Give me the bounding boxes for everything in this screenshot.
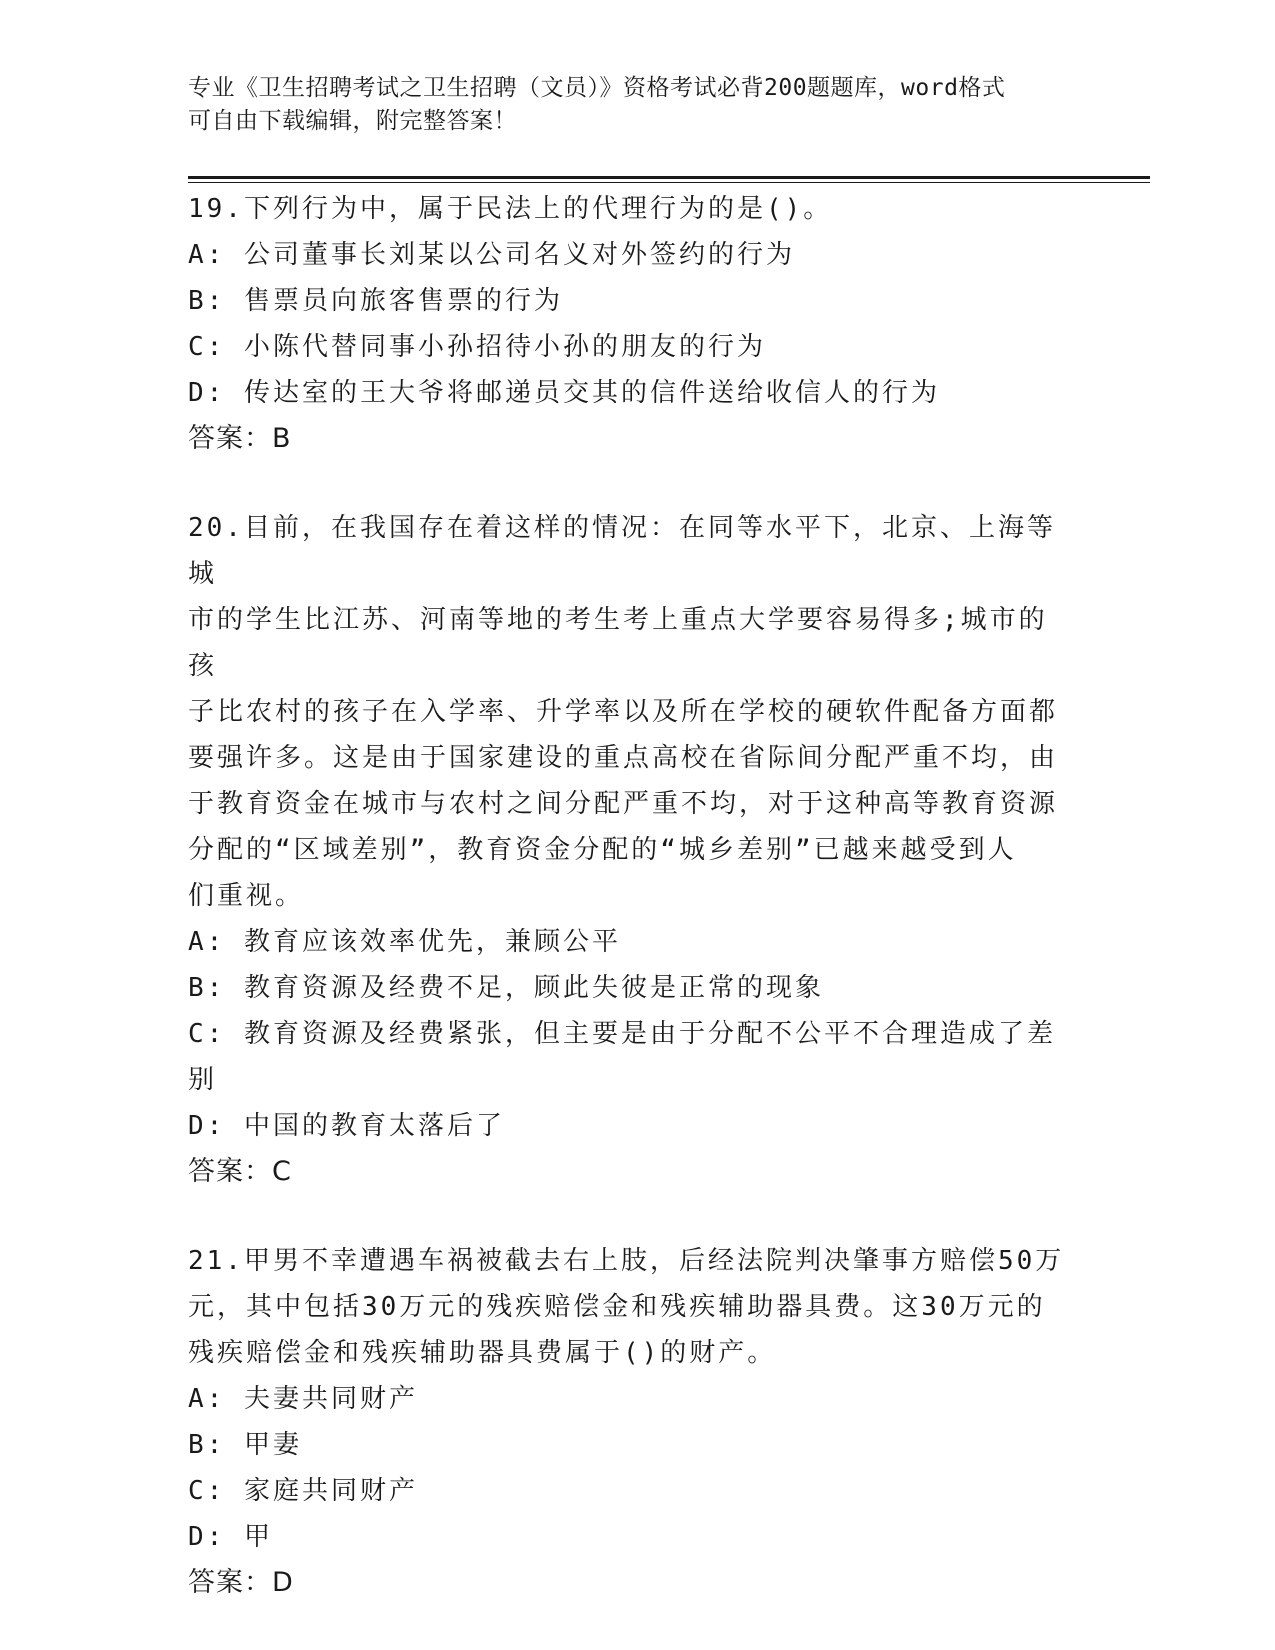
- question-stem-line: 于教育资金在城市与农村之间分配严重不均，对于这种高等教育资源: [188, 789, 1059, 819]
- spacer: [188, 462, 1068, 505]
- question-stem-line: 要强许多。这是由于国家建设的重点高校在省际间分配严重不均，由: [188, 743, 1059, 773]
- option-a: A: 公司董事长刘某以公司名义对外签约的行为: [188, 240, 795, 270]
- question-list: [188, 186, 1068, 1606]
- header-divider-thick: [188, 176, 1150, 179]
- question-19: [188, 186, 1068, 462]
- option-c: C: 小陈代替同事小孙招待小孙的朋友的行为: [188, 332, 766, 362]
- document-header: [188, 72, 1068, 138]
- answer-label: 答案：C: [188, 1156, 292, 1187]
- option-c: C: 家庭共同财产: [188, 1476, 418, 1506]
- question-stem-line: 分配的“区域差别”，教育资金分配的“城乡差别”已越来越受到人: [188, 835, 1017, 865]
- option-b: B: 售票员向旅客售票的行为: [188, 286, 563, 316]
- header-line-2: 可自由下载编辑，附完整答案！: [188, 108, 517, 134]
- question-stem-line: 20.目前，在我国存在着这样的情况：在同等水平下，北京、上海等城: [188, 513, 1056, 589]
- option-b: B: 甲妻: [188, 1430, 302, 1460]
- question-20: [188, 505, 1068, 1195]
- option-d: D: 甲: [188, 1522, 273, 1552]
- option-d: D: 传达室的王大爷将邮递员交其的信件送给收信人的行为: [188, 378, 940, 408]
- option-a: A: 夫妻共同财产: [188, 1384, 418, 1414]
- question-stem-line: 子比农村的孩子在入学率、升学率以及所在学校的硬软件配备方面都: [188, 697, 1059, 727]
- option-c: C: 教育资源及经费紧张，但主要是由于分配不公平不合理造成了差别: [188, 1019, 1056, 1095]
- header-divider-thin: [188, 182, 1150, 183]
- answer-label: 答案：D: [188, 1567, 294, 1598]
- question-stem-line: 元，其中包括30万元的残疾赔偿金和残疾辅助器具费。这30万元的: [188, 1292, 1046, 1322]
- option-d: D: 中国的教育太落后了: [188, 1111, 505, 1141]
- question-stem-line: 们重视。: [188, 881, 305, 911]
- spacer: [188, 1195, 1068, 1238]
- answer-label: 答案：B: [188, 423, 292, 454]
- question-stem-line: 市的学生比江苏、河南等地的考生考上重点大学要容易得多;城市的孩: [188, 605, 1048, 681]
- header-line-1: 专业《卫生招聘考试之卫生招聘（文员）》资格考试必背200题题库，word格式: [188, 75, 1006, 101]
- question-stem-line: 21.甲男不幸遭遇车祸被截去右上肢，后经法院判决肇事方赔偿50万: [188, 1246, 1065, 1276]
- question-21: [188, 1238, 1068, 1606]
- question-stem-line: 19.下列行为中，属于民法上的代理行为的是()。: [188, 194, 833, 224]
- option-a: A: 教育应该效率优先，兼顾公平: [188, 927, 621, 957]
- option-b: B: 教育资源及经费不足，顾此失彼是正常的现象: [188, 973, 824, 1003]
- question-stem-line: 残疾赔偿金和残疾辅助器具费属于()的财产。: [188, 1338, 777, 1368]
